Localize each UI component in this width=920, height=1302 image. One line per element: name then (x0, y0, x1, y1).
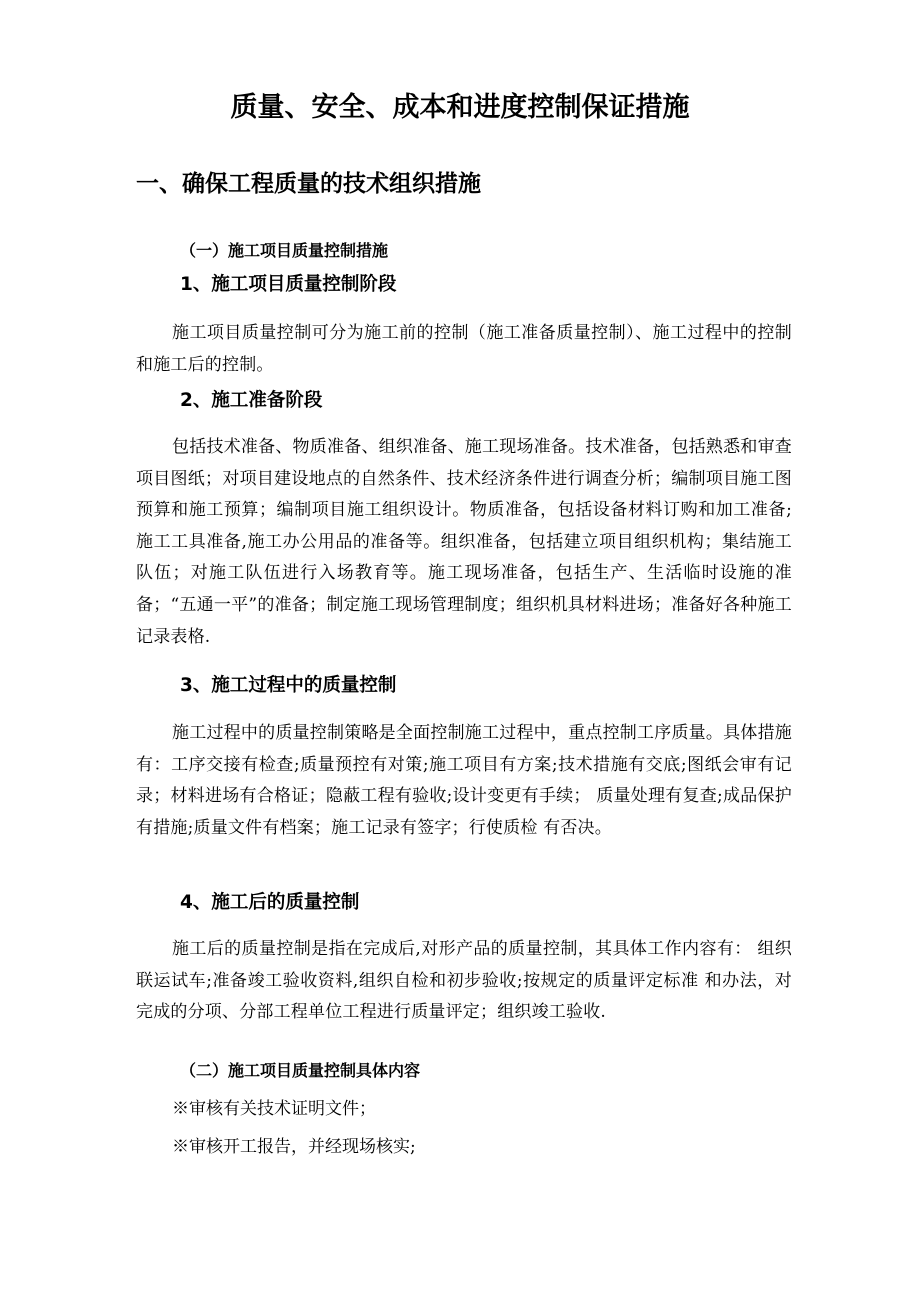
step-heading-preparation-stage: 2、施工准备阶段 (180, 390, 323, 411)
paragraph-preparation-stage: 包括技术准备、物质准备、组织准备、施工现场准备。技术准备，包括熟悉和审查项目图纸；对项目建设地点的自然条件、技术经济条件进行调查分析；编制项目施工图预算和施工预算；编制项目施工组织设计。物质准备，包括设备材料订购和加工准备;施工工具准备,施工办公用品的准备等。组织准备，包括建立项目组织机构；集结施工队伍；对施工队伍进行入场教育等。施工现场准备，包括生产、生活临时设施的准备；“五通一平”的准备；制定施工现场管理制度；组织机具材料进场；准备好各种施工记录表格. (136, 437, 792, 647)
paragraph-post-construction-control: 施工后的质量控制是指在完成后,对形产品的质量控制，其具体工作内容有： 组织联运试车;准备竣工验收资料,组织自检和初步验收;按规定的质量评定标准 和办法，对完成的分项、分部工程单位工程进行质量评定；组织竣工验收. (136, 939, 792, 1023)
paragraph-control-stages: 施工项目质量控制可分为施工前的控制（施工准备质量控制）、施工过程中的控制和施工后的控制。 (136, 323, 792, 375)
paragraph-process-control: 施工过程中的质量控制策略是全面控制施工过程中，重点控制工序质量。具体措施有：工序交接有检查;质量预控有对策;施工项目有方案;技术措施有交底;图纸会审有记录；材料进场有合格证；隐蔽工程有验收;设计变更有手续； 质量处理有复查;成品保护有措施;质量文件有档案；施工记录有签字；行使质检 有否决。 (136, 723, 792, 838)
list-item: ※审核开工报告，并经现场核实; (172, 1137, 416, 1157)
document-title: 质量、安全、成本和进度控制保证措施 (230, 92, 690, 123)
subsection-heading-control-contents: （二）施工项目质量控制具体内容 (180, 1061, 421, 1080)
step-heading-control-stages: 1、施工项目质量控制阶段 (180, 274, 397, 295)
list-item: ※审核有关技术证明文件； (172, 1099, 376, 1119)
step-heading-post-construction-control: 4、施工后的质量控制 (180, 892, 360, 913)
subsection-heading-quality-control-measures: （一）施工项目质量控制措施 (180, 241, 389, 260)
section-heading-quality-measures: 一、确保工程质量的技术组织措施 (136, 171, 481, 197)
step-heading-process-control: 3、施工过程中的质量控制 (180, 675, 397, 696)
